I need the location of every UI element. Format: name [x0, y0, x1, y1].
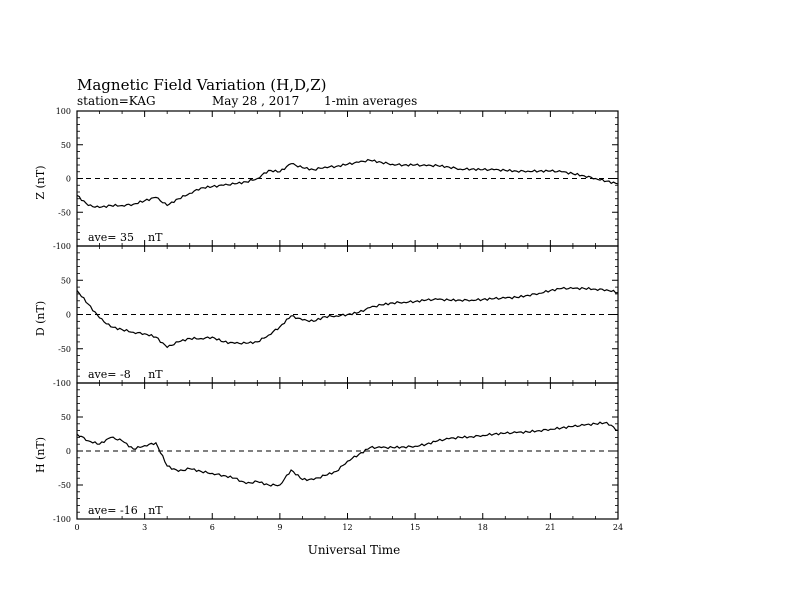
y-tick-label-h: -100	[53, 515, 71, 524]
series-line-d	[77, 287, 618, 347]
y-tick-label-d: 50	[60, 276, 71, 286]
y-tick-label-d: -100	[53, 379, 71, 388]
y-tick-label-z: -50	[58, 208, 71, 218]
chart-title: Magnetic Field Variation (H,D,Z)	[77, 76, 327, 94]
y-axis-label-z: Z (nT)	[34, 165, 47, 200]
y-tick-label-d: 0	[65, 310, 71, 320]
x-tick-label: 15	[410, 523, 421, 532]
y-tick-label-z: 100	[55, 107, 71, 116]
x-tick-label: 21	[545, 523, 556, 532]
series-line-h	[77, 422, 618, 486]
y-tick-label-d: -50	[58, 344, 71, 354]
series-line-z	[77, 160, 618, 208]
averaging-label: 1-min averages	[324, 94, 418, 108]
panels-group	[34, 107, 623, 532]
x-tick-label: 18	[477, 523, 488, 532]
x-tick-label: 9	[277, 523, 283, 532]
average-label-d: ave= -8 nT	[88, 368, 163, 381]
y-tick-label-z: 0	[65, 174, 71, 184]
x-tick-label: 0	[74, 523, 80, 532]
y-axis-label-d: D (nT)	[34, 300, 47, 337]
station-label: station=KAG	[77, 94, 156, 108]
y-tick-label-h: 0	[65, 447, 71, 456]
y-tick-label-h: -50	[58, 481, 71, 490]
y-tick-label-h: 50	[60, 413, 71, 422]
y-tick-label-z: -100	[53, 242, 71, 251]
x-axis-label: Universal Time	[307, 543, 401, 557]
x-tick-label: 24	[612, 523, 624, 532]
y-axis-label-h: H (nT)	[34, 436, 47, 474]
y-tick-label-z: 50	[60, 140, 71, 150]
x-tick-label: 12	[342, 523, 353, 532]
average-label-h: ave= -16 nT	[88, 504, 163, 517]
date-label: May 28 , 2017	[212, 94, 300, 108]
x-tick-label: 6	[209, 523, 215, 532]
average-label-z: ave= 35 nT	[88, 231, 163, 244]
x-tick-label: 3	[142, 523, 148, 532]
